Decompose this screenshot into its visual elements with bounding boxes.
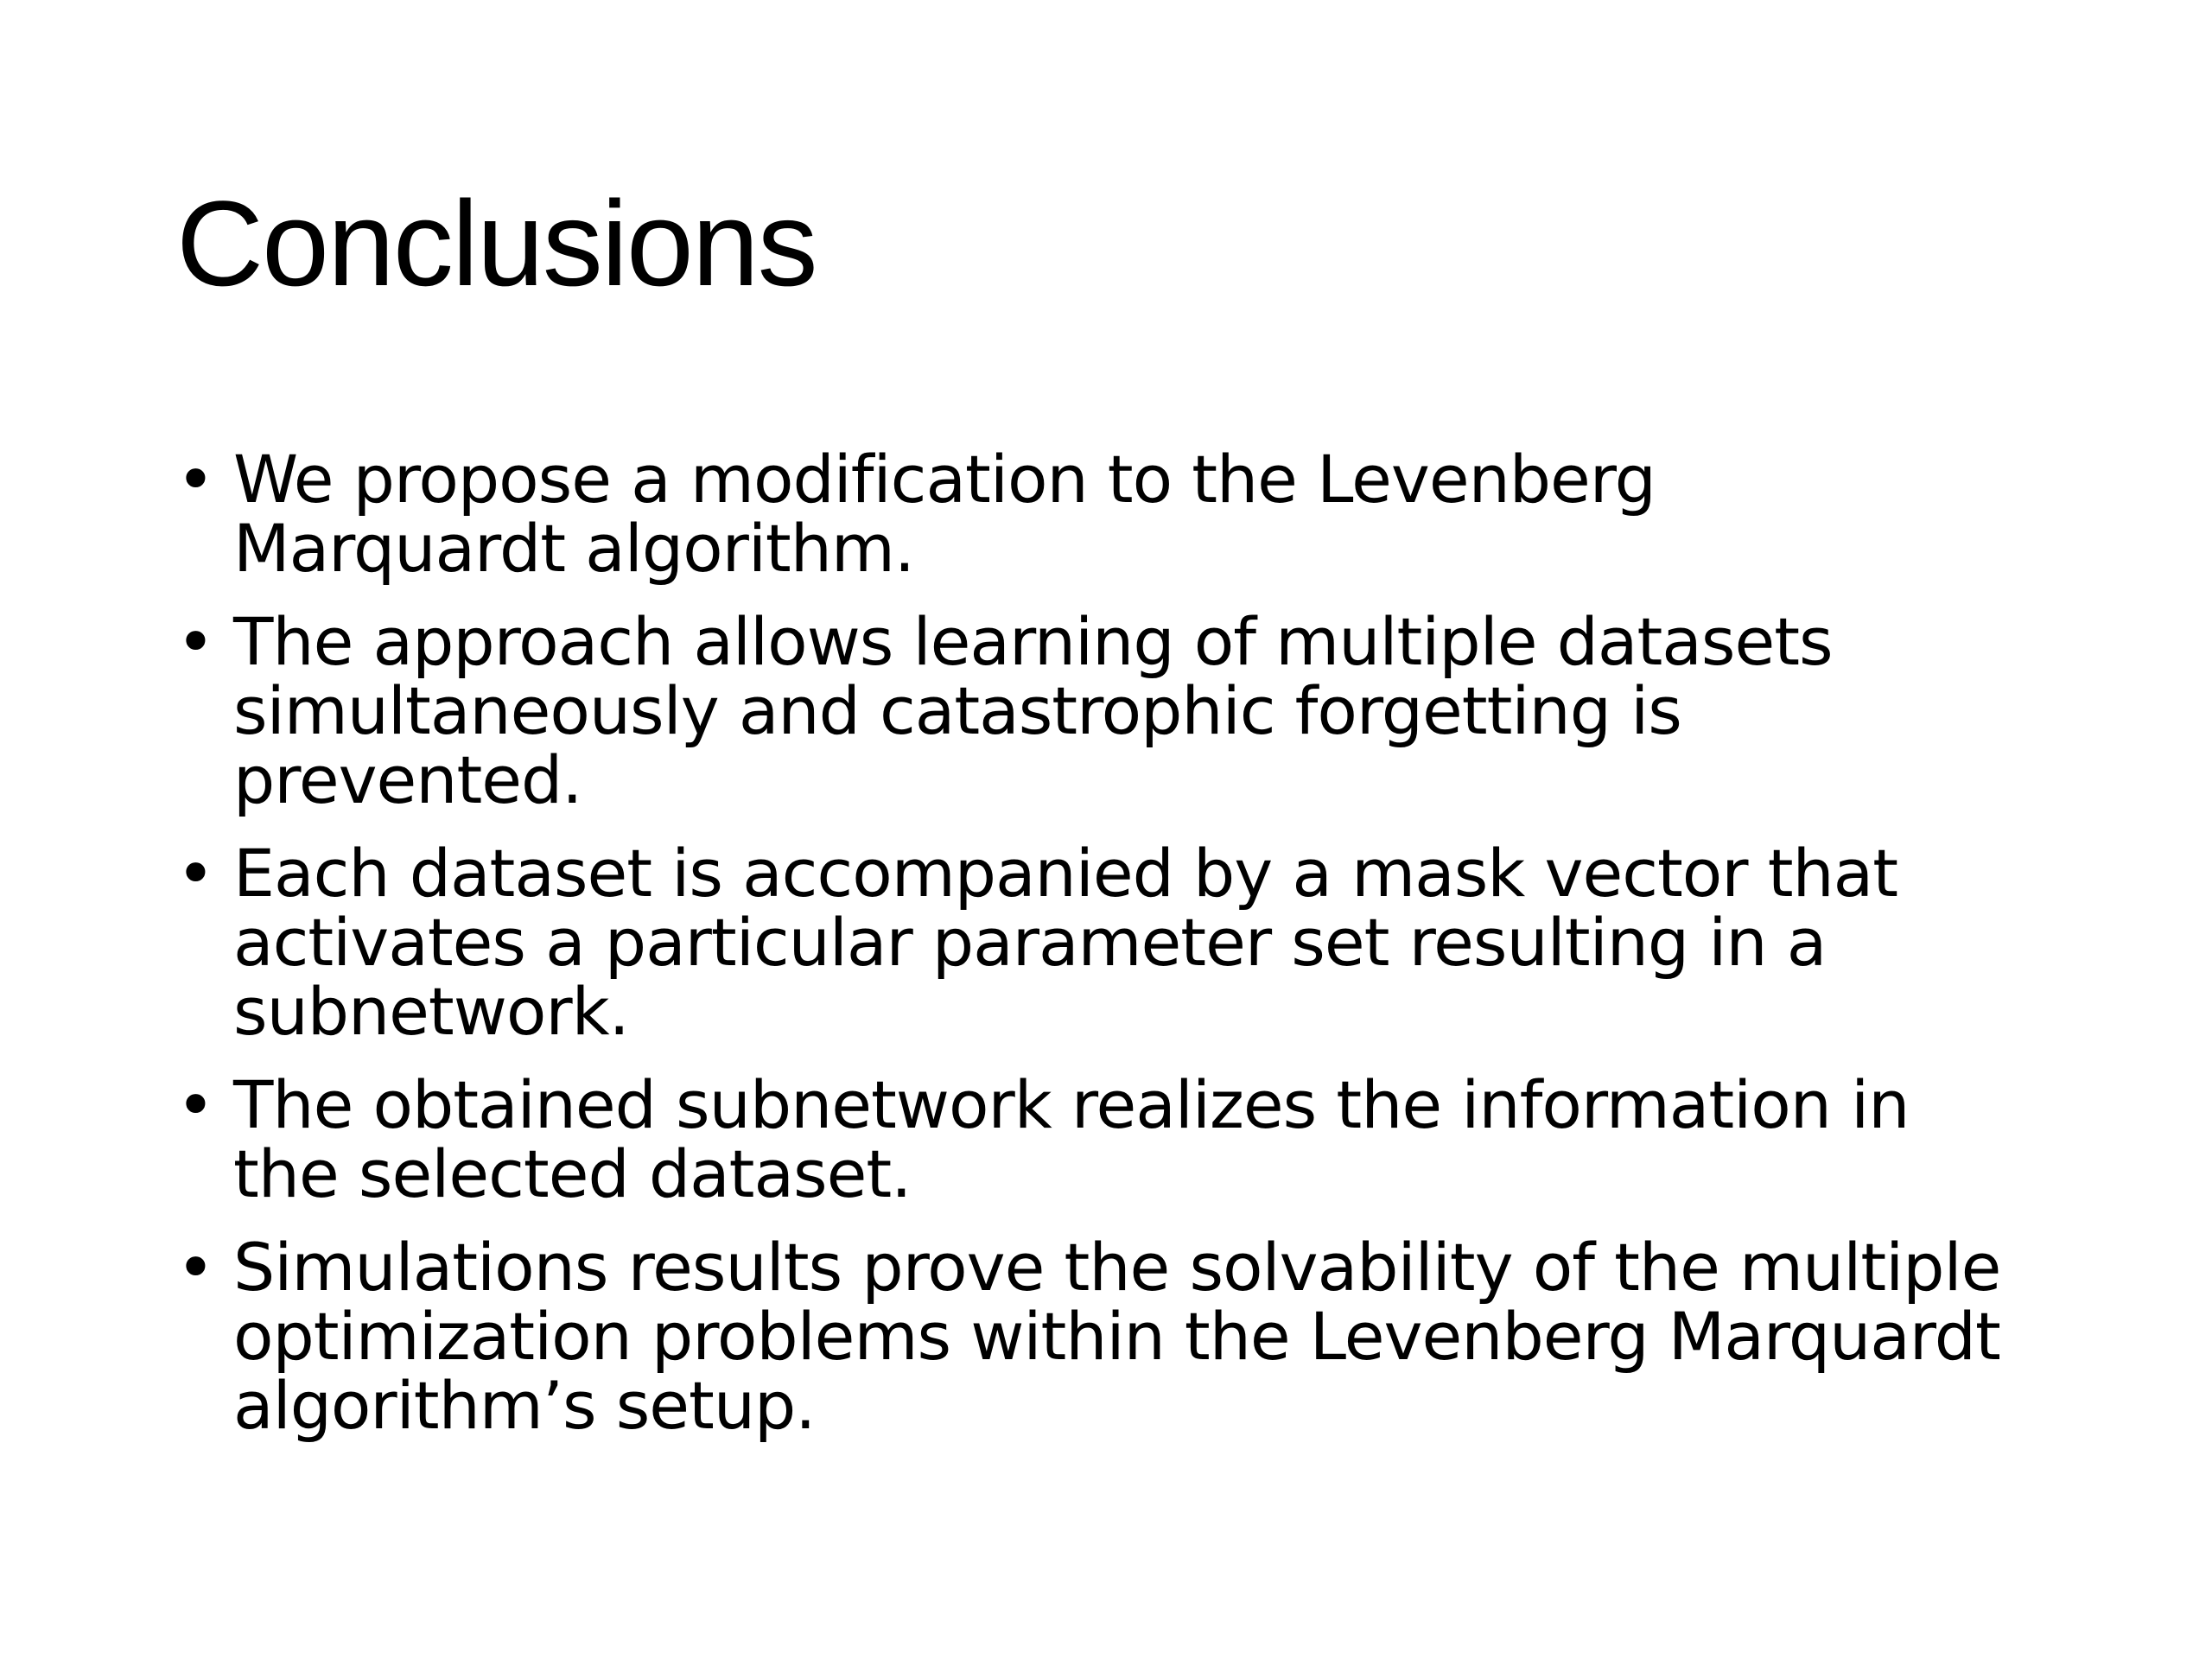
bullet-line: the selected dataset. <box>233 1135 912 1212</box>
bullet-item <box>176 603 2077 818</box>
bullet-marker: • <box>176 835 214 912</box>
bullet-line: Each dataset is accompanied by a mask vector that <box>233 835 1898 912</box>
bullet-line: optimization problems within the Levenberg Marquardt <box>233 1298 2000 1375</box>
bullet-line: Marquardt algorithm. <box>233 510 915 587</box>
bullet-line: algorithm’s setup. <box>233 1367 816 1444</box>
bullet-marker: • <box>176 441 214 518</box>
bullet-item <box>176 835 2077 1050</box>
bullet-line: simultaneously and catastrophic forgetting is <box>233 672 1681 749</box>
bullet-line: activates a particular parameter set resulting in a <box>233 904 1827 981</box>
bullet-line: The approach allows learning of multiple datasets <box>233 603 1833 680</box>
bullet-item <box>176 1066 2077 1212</box>
bullet-line: Simulations results prove the solvability of the multiple <box>233 1229 2001 1306</box>
bullet-line: The obtained subnetwork realizes the information in <box>233 1066 1910 1143</box>
bullet-list <box>176 441 2077 1465</box>
bullet-item <box>176 441 2077 587</box>
bullet-line: subnetwork. <box>233 973 629 1050</box>
bullet-line: prevented. <box>233 741 582 818</box>
bullet-marker: • <box>176 603 214 680</box>
slide-title: Conclusions <box>176 175 817 311</box>
bullet-line: We propose a modification to the Levenberg <box>233 441 1656 518</box>
bullet-marker: • <box>176 1066 214 1143</box>
bullet-item <box>176 1229 2077 1444</box>
bullet-marker: • <box>176 1229 214 1306</box>
